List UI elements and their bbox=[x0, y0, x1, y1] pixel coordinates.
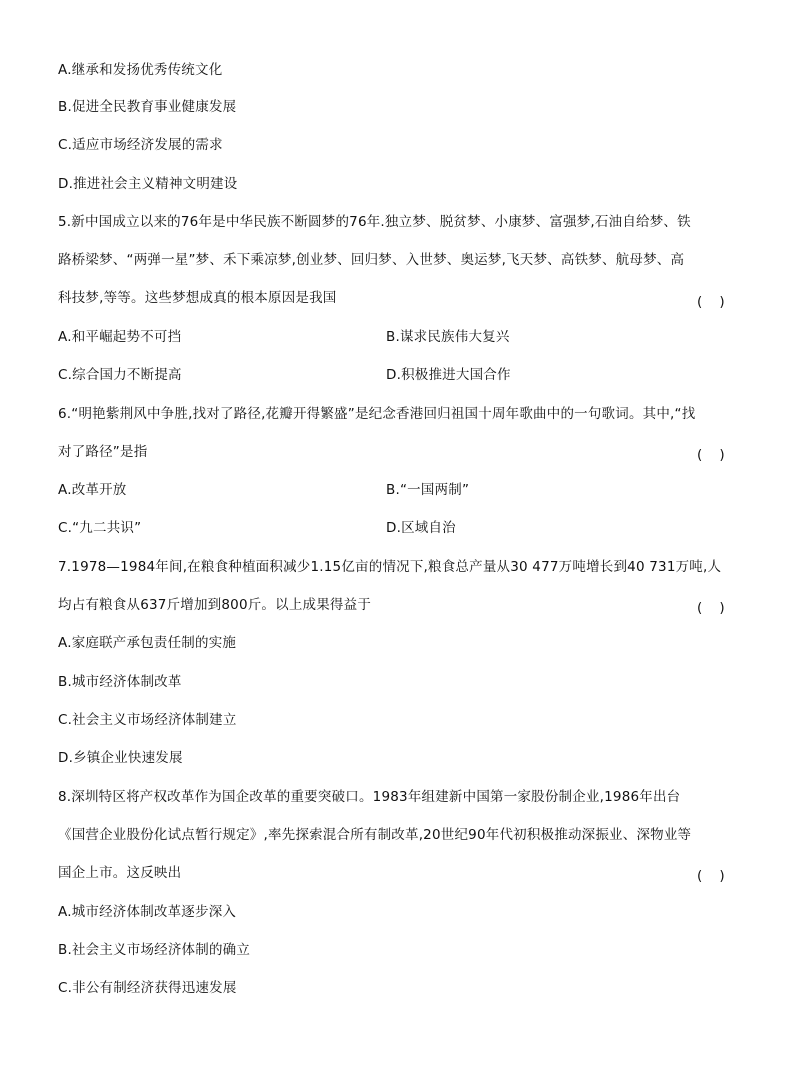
prev-option-c: C.适应市场经济发展的需求 bbox=[58, 137, 223, 153]
q6-option-c: C.“九二共识” bbox=[58, 520, 142, 536]
q5-option-b: B.谋求民族伟大复兴 bbox=[386, 329, 510, 345]
q5-stem-line3: 科技梦,等等。这些梦想成真的根本原因是我国 bbox=[58, 290, 337, 306]
q6-option-d: D.区域自治 bbox=[386, 520, 456, 536]
q8-stem-line2: 《国营企业股份化试点暂行规定》,率先探索混合所有制改革,20世纪90年代初积极推动深振业、深物业等 bbox=[58, 827, 692, 843]
q5-option-d: D.积极推进大国合作 bbox=[386, 367, 511, 383]
q6-option-b: B.“一国两制” bbox=[386, 482, 470, 498]
q7-stem-line2: 均占有粮食从637斤增加到800斤。以上成果得益于 bbox=[58, 597, 372, 613]
q5-stem-line1: 5.新中国成立以来的76年是中华民族不断圆梦的76年.独立梦、脱贫梦、小康梦、富强梦,石油自给梦、铁 bbox=[58, 214, 691, 230]
q6-answer-bracket: ( ) bbox=[697, 447, 725, 463]
q7-stem-line1: 7.1978—1984年间,在粮食种植面积减少1.15亿亩的情况下,粮食总产量从30 477万吨增长到40 731万吨,人 bbox=[58, 559, 722, 575]
q5-option-c: C.综合国力不断提高 bbox=[58, 367, 182, 383]
q6-stem-line2: 对了路径”是指 bbox=[58, 444, 148, 460]
q6-option-a: A.改革开放 bbox=[58, 482, 127, 498]
q7-option-b: B.城市经济体制改革 bbox=[58, 674, 182, 690]
prev-option-a: A.继承和发扬优秀传统文化 bbox=[58, 62, 223, 78]
q6-stem-line1: 6.“明艳紫荆风中争胜,找对了路径,花瓣开得繁盛”是纪念香港回归祖国十周年歌曲中的一句歌词。其中,“找 bbox=[58, 406, 696, 422]
q8-option-c: C.非公有制经济获得迅速发展 bbox=[58, 980, 237, 996]
q5-stem-line2: 路桥梁梦、“两弹一星”梦、禾下乘凉梦,创业梦、回归梦、入世梦、奥运梦,飞天梦、高铁梦、航母梦、高 bbox=[58, 252, 685, 268]
prev-option-d: D.推进社会主义精神文明建设 bbox=[58, 176, 238, 192]
q5-answer-bracket: ( ) bbox=[697, 294, 725, 310]
q7-option-a: A.家庭联产承包责任制的实施 bbox=[58, 635, 237, 651]
prev-option-b: B.促进全民教育事业健康发展 bbox=[58, 99, 237, 115]
q8-option-a: A.城市经济体制改革逐步深入 bbox=[58, 904, 237, 920]
q7-option-d: D.乡镇企业快速发展 bbox=[58, 750, 183, 766]
q8-answer-bracket: ( ) bbox=[697, 868, 725, 884]
q7-option-c: C.社会主义市场经济体制建立 bbox=[58, 712, 237, 728]
q5-option-a: A.和平崛起势不可挡 bbox=[58, 329, 182, 345]
q8-stem-line1: 8.深圳特区将产权改革作为国企改革的重要突破口。1983年组建新中国第一家股份制企业,1986年出台 bbox=[58, 789, 681, 805]
q7-answer-bracket: ( ) bbox=[697, 600, 725, 616]
q8-option-b: B.社会主义市场经济体制的确立 bbox=[58, 942, 251, 958]
q8-stem-line3: 国企上市。这反映出 bbox=[58, 865, 182, 881]
